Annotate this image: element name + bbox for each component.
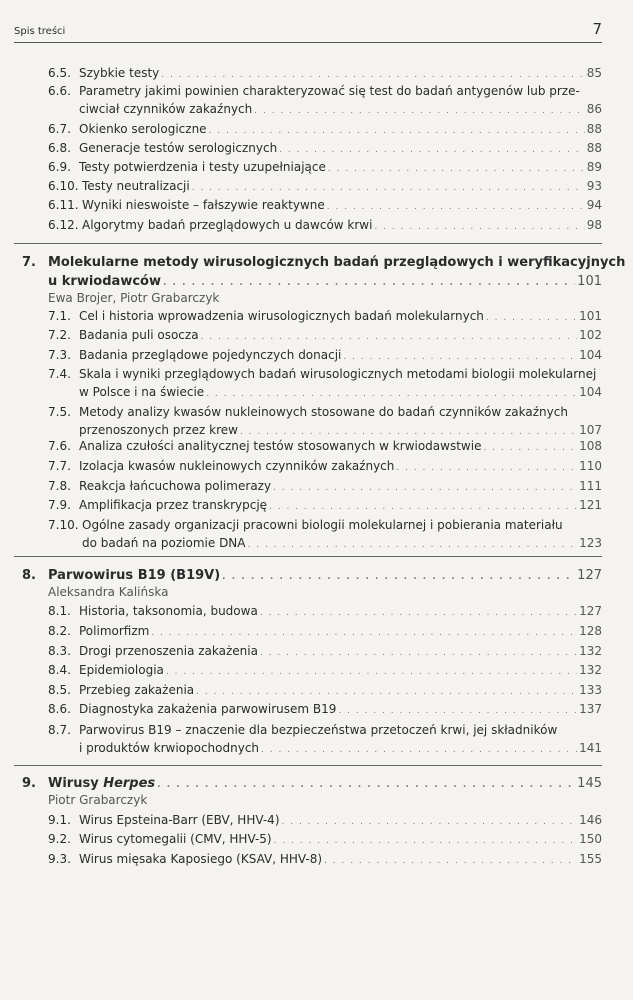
entry-page: 132 (579, 663, 602, 677)
entry-title: Wirus mięsaka Kaposiego (KSAV, HHV-8) (79, 852, 323, 866)
entry-number: 7.7. (48, 459, 71, 473)
entry-title-line (79, 383, 602, 403)
dot-leader (254, 102, 584, 120)
entry-page: 107 (579, 423, 602, 437)
entry-title: Epidemiologia (79, 663, 164, 677)
entry-title: Reakcja łańcuchowa polimerazy (79, 479, 272, 493)
entry-body (79, 622, 602, 642)
entry-title: Algorytmy badań przeglądowych u dawców krwi (82, 218, 373, 232)
dot-leader (396, 459, 577, 477)
chapter-page: 145 (577, 776, 602, 791)
entry-page: 133 (579, 683, 602, 697)
entry-title-line (79, 139, 602, 159)
entry-title-line (79, 100, 602, 120)
entry-body (79, 346, 602, 366)
dot-leader (327, 198, 585, 216)
chapter-page: 101 (577, 274, 602, 289)
entry-number: 7.8. (48, 479, 71, 493)
chapter-title: u krwiodawców (48, 274, 161, 289)
entry-title: Testy potwierdzenia i testy uzupełniające (79, 160, 326, 174)
dot-leader (201, 328, 578, 346)
entry-number: 6.7. (48, 122, 71, 136)
dot-leader (260, 604, 577, 622)
entry-page: 108 (579, 439, 602, 453)
entry-page: 102 (579, 328, 602, 342)
entry-page: 141 (579, 741, 602, 755)
section-separator (14, 243, 602, 244)
entry-title: Przebieg zakażenia (79, 683, 195, 697)
entry-page: 123 (579, 536, 602, 550)
entry-number: 6.6. (48, 84, 71, 98)
entry-page: 111 (579, 479, 602, 493)
entry-title-line: Skala i wyniki przeglądowych badań wirusologicznych metodami biologii molekularnej (79, 367, 597, 381)
entry-body (79, 158, 602, 178)
entry-title: Polimorfizm (79, 624, 150, 638)
entry-number: 8.6. (48, 702, 71, 716)
entry-number: 9.1. (48, 813, 71, 827)
entry-body (79, 700, 602, 720)
entry-number: 7.1. (48, 309, 71, 323)
entry-body (79, 307, 602, 327)
entry-page: 132 (579, 644, 602, 658)
entry-page: 93 (586, 179, 602, 193)
chapter-title-line (48, 566, 602, 587)
entry-title-line: Parametry jakimi powinien charakteryzować się test do badań antygenów lub prze- (79, 84, 580, 98)
entry-body (79, 661, 602, 681)
entry-title-line (79, 622, 602, 642)
dot-leader (274, 832, 577, 850)
entry-title-line (79, 307, 602, 327)
entry-body (79, 457, 602, 477)
entry-title: Diagnostyka zakażenia parwowirusem B19 (79, 702, 337, 716)
entry-title-line (79, 830, 602, 850)
chapter-author: Piotr Grabarczyk (48, 793, 148, 807)
entry-title-line (79, 457, 602, 477)
entry-body (79, 365, 602, 403)
entry-title: w Polsce i na świecie (79, 385, 205, 399)
entry-number: 6.10. (48, 179, 79, 193)
entry-title-line (79, 681, 602, 701)
entry-title-line (79, 496, 602, 516)
entry-body (79, 477, 602, 497)
entry-body (79, 811, 602, 831)
entry-title-line (82, 177, 602, 197)
entry-title: Izolacja kwasów nukleinowych czynników zakaźnych (79, 459, 395, 473)
chapter-title-italic: Herpes (103, 776, 156, 791)
entry-page: 128 (579, 624, 602, 638)
entry-title-line (79, 346, 602, 366)
entry-title: Wyniki nieswoiste – fałszywie reaktywne (82, 198, 325, 212)
entry-title: i produktów krwiopochodnych (79, 741, 260, 755)
entry-title: Badania puli osocza (79, 328, 199, 342)
entry-title: Okienko serologiczne (79, 122, 207, 136)
dot-leader (196, 683, 577, 701)
entry-number: 8.7. (48, 723, 71, 737)
entry-number: 7.2. (48, 328, 71, 342)
entry-number: 6.9. (48, 160, 71, 174)
entry-body (79, 64, 602, 84)
entry-title: Drogi przenoszenia zakażenia (79, 644, 258, 658)
chapter-author: Ewa Brojer, Piotr Grabarczyk (48, 291, 220, 305)
entry-title: Cel i historia wprowadzenia wirusologicznych badań molekularnych (79, 309, 484, 323)
dot-leader (192, 179, 585, 197)
section-separator (14, 556, 602, 557)
dot-leader (163, 274, 575, 293)
dot-leader (328, 160, 585, 178)
entry-page: 85 (586, 66, 602, 80)
dot-leader (483, 439, 577, 457)
entry-title-line (82, 216, 602, 236)
entry-number: 9.2. (48, 832, 71, 846)
dot-leader (282, 813, 578, 831)
entry-title: Amplifikacja przez transkrypcję (79, 498, 268, 512)
entry-body (79, 437, 602, 457)
entry-number: 7.5. (48, 405, 71, 419)
chapter-body (48, 253, 626, 293)
entry-number: 7.3. (48, 348, 71, 362)
entry-body (79, 830, 602, 850)
entry-page: 86 (586, 102, 602, 116)
chapter-title-line (48, 272, 602, 293)
entry-page: 104 (579, 385, 602, 399)
entry-body (79, 403, 602, 441)
entry-number: 8.1. (48, 604, 71, 618)
entry-title: Generacje testów serologicznych (79, 141, 278, 155)
entry-title: Historia, taksonomia, budowa (79, 604, 258, 618)
entry-page: 127 (579, 604, 602, 618)
chapter-body (48, 566, 602, 587)
entry-title-line (79, 739, 602, 759)
entry-number: 8.5. (48, 683, 71, 697)
dot-leader (206, 385, 577, 403)
entry-body (79, 496, 602, 516)
entry-number: 6.11. (48, 198, 79, 212)
entry-number: 7.6. (48, 439, 71, 453)
entry-page: 150 (579, 832, 602, 846)
entry-body (82, 516, 602, 554)
entry-body (79, 139, 602, 159)
dot-leader (324, 852, 577, 870)
entry-title-line: Metody analizy kwasów nukleinowych stosowane do badań czynników zakaźnych (79, 405, 568, 419)
entry-title: Szybkie testy (79, 66, 160, 80)
entry-title: Testy neutralizacji (82, 179, 190, 193)
entry-body (79, 602, 602, 622)
entry-title-line: Ogólne zasady organizacji pracowni biologii molekularnej i pobierania materiału (82, 518, 563, 532)
entry-title: Wirus Epsteina-Barr (EBV, HHV-4) (79, 813, 280, 827)
entry-title: do badań na poziomie DNA (82, 536, 246, 550)
chapter-page: 127 (577, 568, 602, 583)
section-separator (14, 765, 602, 766)
dot-leader (209, 122, 585, 140)
entry-number: 8.4. (48, 663, 71, 677)
dot-leader (338, 702, 577, 720)
header-page-number: 7 (592, 20, 602, 38)
entry-body (79, 326, 602, 346)
entry-title: Analiza czułości analitycznej testów stosowanych w krwiodawstwie (79, 439, 482, 453)
entry-page: 146 (579, 813, 602, 827)
entry-title-line (79, 437, 602, 457)
entry-page: 89 (586, 160, 602, 174)
dot-leader (273, 479, 577, 497)
entry-title-line (79, 477, 602, 497)
entry-body (82, 196, 602, 216)
chapter-title-line (48, 774, 602, 795)
chapter-number: 9. (22, 776, 36, 791)
running-header (14, 22, 602, 43)
entry-page: 88 (586, 122, 602, 136)
dot-leader (222, 568, 575, 587)
entry-title: Badania przeglądowe pojedynczych donacji (79, 348, 342, 362)
entry-title-line (79, 661, 602, 681)
entry-title-line: Parwovirus B19 – znaczenie dla bezpieczeństwa przetoczeń krwi, jej składników (79, 723, 558, 737)
entry-page: 137 (579, 702, 602, 716)
chapter-body (48, 774, 602, 795)
chapter-author: Aleksandra Kalińska (48, 585, 169, 599)
dot-leader (157, 776, 575, 795)
entry-number: 6.12. (48, 218, 79, 232)
entry-title-line (79, 158, 602, 178)
entry-title-line (79, 642, 602, 662)
entry-number: 9.3. (48, 852, 71, 866)
entry-title: Wirus cytomegalii (CMV, HHV-5) (79, 832, 272, 846)
entry-number: 6.8. (48, 141, 71, 155)
dot-leader (166, 663, 577, 681)
entry-page: 88 (586, 141, 602, 155)
entry-title-line (82, 196, 602, 216)
chapter-number: 8. (22, 568, 36, 583)
entry-title-line (82, 534, 602, 554)
dot-leader (343, 348, 577, 366)
entry-body (79, 681, 602, 701)
entry-title-line (79, 700, 602, 720)
entry-body (82, 216, 602, 236)
dot-leader (248, 536, 578, 554)
entry-number: 7.9. (48, 498, 71, 512)
dot-leader (151, 624, 577, 642)
entry-page: 98 (586, 218, 602, 232)
entry-page: 110 (579, 459, 602, 473)
dot-leader (279, 141, 585, 159)
entry-number: 8.2. (48, 624, 71, 638)
entry-number: 8.3. (48, 644, 71, 658)
entry-title-line (79, 602, 602, 622)
entry-body (82, 177, 602, 197)
entry-page: 94 (586, 198, 602, 212)
entry-title-line (79, 326, 602, 346)
entry-page: 155 (579, 852, 602, 866)
entry-title: przenoszonych przez krew (79, 423, 238, 437)
dot-leader (374, 218, 584, 236)
dot-leader (269, 498, 577, 516)
entry-title-line (79, 64, 602, 84)
dot-leader (486, 309, 577, 327)
entry-title-line (79, 120, 602, 140)
dot-leader (261, 741, 577, 759)
entry-title: ciwciał czynników zakaźnych (79, 102, 253, 116)
entry-body (79, 82, 602, 120)
entry-body (79, 642, 602, 662)
entry-title-line (79, 811, 602, 831)
chapter-number: 7. (22, 255, 36, 270)
entry-page: 101 (579, 309, 602, 323)
header-title: Spis treści (14, 26, 66, 37)
entry-title-line (79, 850, 602, 870)
chapter-title: Wirusy Herpes (48, 776, 156, 791)
entry-page: 104 (579, 348, 602, 362)
entry-body (79, 850, 602, 870)
entry-page: 121 (579, 498, 602, 512)
chapter-title: Parwowirus B19 (B19V) (48, 568, 221, 583)
dot-leader (260, 644, 577, 662)
entry-number: 7.10. (48, 518, 79, 532)
entry-number: 7.4. (48, 367, 71, 381)
entry-number: 6.5. (48, 66, 71, 80)
entry-body (79, 721, 602, 759)
chapter-title-line: Molekularne metody wirusologicznych badań przeglądowych i weryfikacyjnych (48, 255, 626, 270)
entry-body (79, 120, 602, 140)
